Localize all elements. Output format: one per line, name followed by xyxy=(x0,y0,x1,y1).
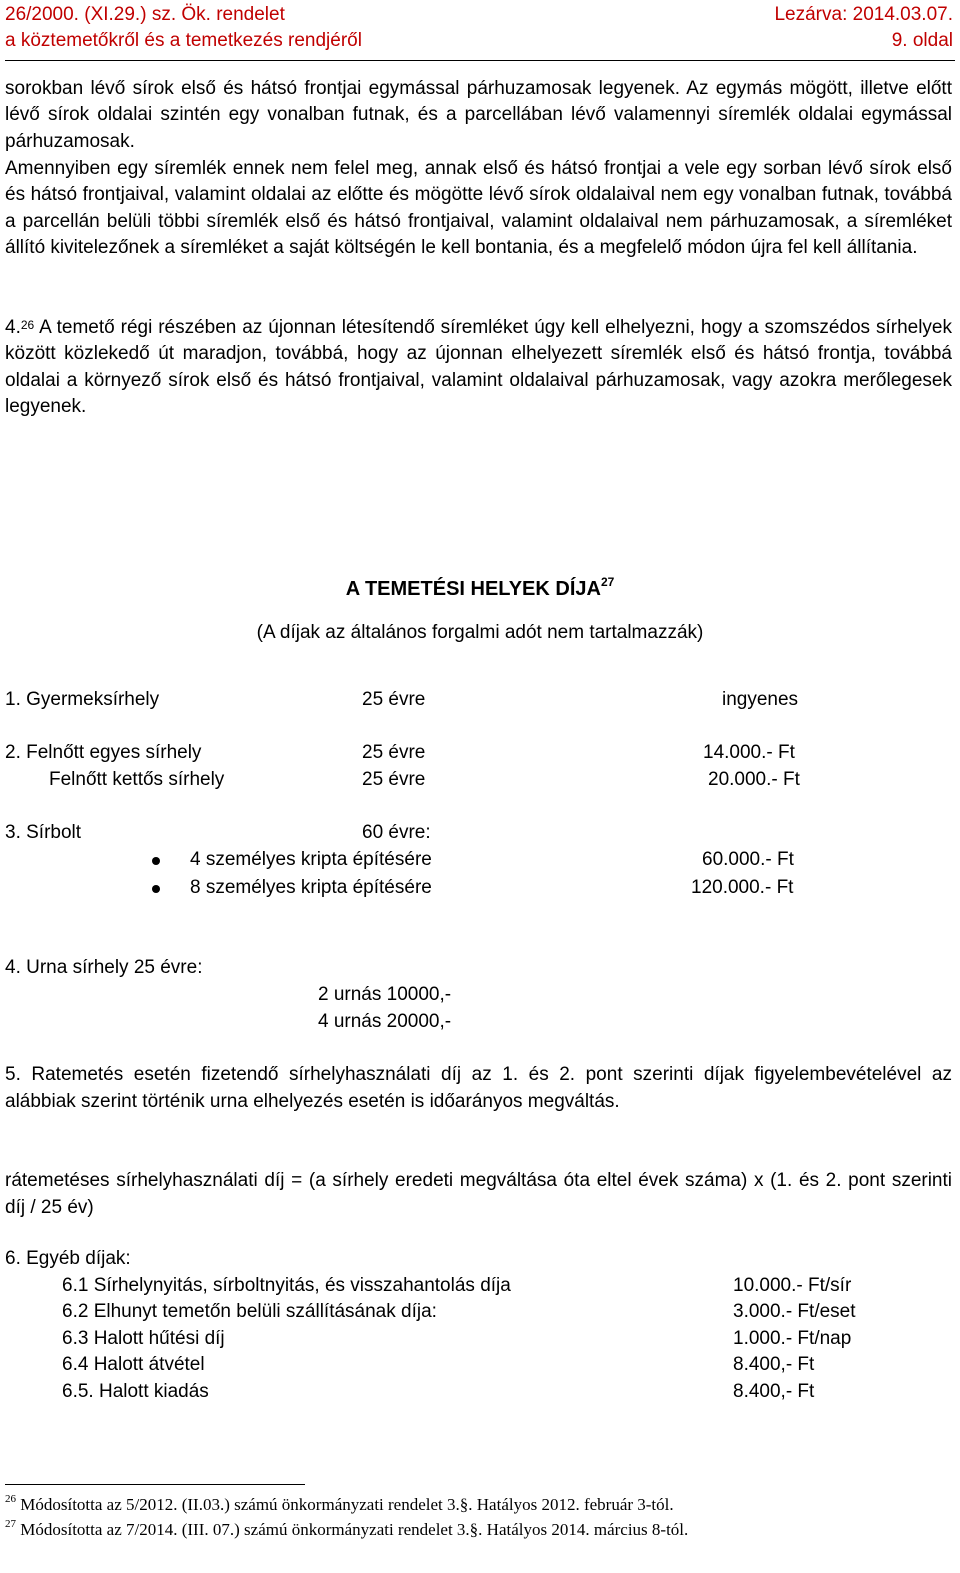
fee-row-6-4-label: 6.4 Halott átvétel xyxy=(62,1354,205,1375)
fee-item-2a-price: 14.000.- Ft xyxy=(703,742,795,763)
fee-row-6-4-price: 8.400,- Ft xyxy=(733,1354,815,1375)
fee-item-3a-label: 4 személyes kripta építésére xyxy=(190,849,432,870)
section-title xyxy=(0,575,960,601)
fee-item-2a-period: 25 évre xyxy=(362,742,426,763)
fee-row-6-5-label: 6.5. Halott kiadás xyxy=(62,1381,209,1402)
fee-item-1-label: 1. Gyermeksírhely xyxy=(5,689,160,710)
fee-item-3-label: 3. Sírbolt xyxy=(5,822,82,843)
footnote-text: Módosította az 5/2012. (II.03.) számú önkormányzati rendelet 3.§. Hatályos 2012. február 3-tól. xyxy=(16,1495,674,1514)
footnote-26 xyxy=(5,1495,674,1515)
fee-item-3-period: 60 évre: xyxy=(362,822,431,843)
footnote-divider xyxy=(5,1484,305,1485)
fee-item-2a-label: 2. Felnőtt egyes sírhely xyxy=(5,742,202,763)
regulation-title: a köztemetőkről és a temetkezés rendjéről xyxy=(5,30,362,51)
section-subtitle: (A díjak az általános forgalmi adót nem tartalmazzák) xyxy=(256,622,704,643)
footnote-ref-26: 26 xyxy=(20,318,35,332)
paragraph-noncompliance: Amennyiben egy síremlék ennek nem felel meg, annak első és hátsó frontjai a vele egy sorban lévő sírok első és hátsó frontjaival, valamint oldalai az előtte és mögötte lévő sírok oldalaival nem egy vonalban futnak, továbbá a parcellán belüli többi síremlék első és hátsó frontjaival, valamint oldalaival nem párhuzamosak, a síremléket állító kivitelezőnek a síremléket a saját költségén le kell bontania, és a megfelelő módon újra fel kell állítania. xyxy=(5,158,952,259)
fee-row-6-2-price: 3.000.- Ft/eset xyxy=(733,1301,856,1322)
fee-item-3b-label: 8 személyes kripta építésére xyxy=(190,877,432,898)
footnote-number: 27 xyxy=(5,1518,16,1530)
page-number: 9. oldal xyxy=(891,30,953,51)
fee-item-1-period: 25 évre xyxy=(362,689,426,710)
bullet-icon xyxy=(152,885,160,893)
fee-item-3a-price: 60.000.- Ft xyxy=(702,849,794,870)
fee-item-1-price: ingyenes xyxy=(722,689,799,710)
fee-item-4-line2: 4 urnás 20000,- xyxy=(318,1011,452,1032)
fee-item-6-label: 6. Egyéb díjak: xyxy=(5,1248,131,1269)
footnote-text: Módosította az 7/2014. (III. 07.) számú önkormányzati rendelet 3.§. Hatályos 2014. március 8-tól. xyxy=(16,1520,689,1539)
fee-item-4-line1: 2 urnás 10000,- xyxy=(318,984,452,1005)
fee-item-2b-price: 20.000.- Ft xyxy=(708,769,800,790)
footnote-27 xyxy=(5,1520,688,1540)
regulation-number: 26/2000. (XI.29.) sz. Ök. rendelet xyxy=(5,4,285,25)
header-divider xyxy=(5,60,955,61)
fee-item-2b-period: 25 évre xyxy=(362,769,426,790)
reburial-formula: rátemetéses sírhelyhasználati díj = (a sírhely eredeti megváltása óta eltel évek száma) x (1. és 2. pont szerinti díj / 25 év) xyxy=(5,1170,952,1218)
footnote-number: 26 xyxy=(5,1493,16,1505)
footnote-ref-27: 27 xyxy=(600,575,615,589)
fee-item-3b-price: 120.000.- Ft xyxy=(691,877,794,898)
fee-row-6-1-label: 6.1 Sírhelynyitás, sírboltnyitás, és visszahantolás díja xyxy=(62,1275,511,1296)
section-number: 4. xyxy=(5,317,21,338)
closed-date: Lezárva: 2014.03.07. xyxy=(774,4,953,25)
fee-row-6-3-label: 6.3 Halott hűtési díj xyxy=(62,1328,225,1349)
section-title-text: A TEMETÉSI HELYEK DÍJA xyxy=(345,578,601,600)
page-header xyxy=(5,2,955,54)
section-4-text: A temető régi részében az újonnan létesítendő síremléket úgy kell elhelyezni, hogy a szomszédos sírhelyek között közlekedő út maradjon, továbbá, hogy az újonnan elhelyezett síremlék első és hátsó frontja, továbbá oldalai a környező sírok első és hátsó frontjaival, valamint oldalaival párhuzamosak, vagy azokra merőlegesek legyenek. xyxy=(5,317,952,418)
fee-row-6-5-price: 8.400,- Ft xyxy=(733,1381,815,1402)
fee-row-6-2-label: 6.2 Elhunyt temetőn belüli szállításának díja: xyxy=(62,1301,437,1322)
paragraph-section-4 xyxy=(5,315,952,421)
fee-row-6-1-price: 10.000.- Ft/sír xyxy=(733,1275,852,1296)
fee-item-2b-label: Felnőtt kettős sírhely xyxy=(49,769,225,790)
fee-row-6-3-price: 1.000.- Ft/nap xyxy=(733,1328,852,1349)
fee-item-5: 5. Ratemetés esetén fizetendő sírhelyhasználati díj az 1. és 2. pont szerinti díjak figyelembevételével az alábbiak szerint történik urna elhelyezés esetén is időarányos megváltás. xyxy=(5,1064,952,1112)
header-row-2 xyxy=(5,28,955,54)
header-row-1 xyxy=(5,2,955,28)
bullet-icon xyxy=(152,857,160,865)
paragraph-continuation: sorokban lévő sírok első és hátsó frontjai egymással párhuzamosak legyenek. Az egymás mögött, illetve előtt lévő sírok oldalai szintén egy vonalban futnak, és a parcellában lévő valamennyi síremlék oldalai egymással párhuzamosak. xyxy=(5,78,952,152)
fee-item-4-label: 4. Urna sírhely 25 évre: xyxy=(5,957,203,978)
